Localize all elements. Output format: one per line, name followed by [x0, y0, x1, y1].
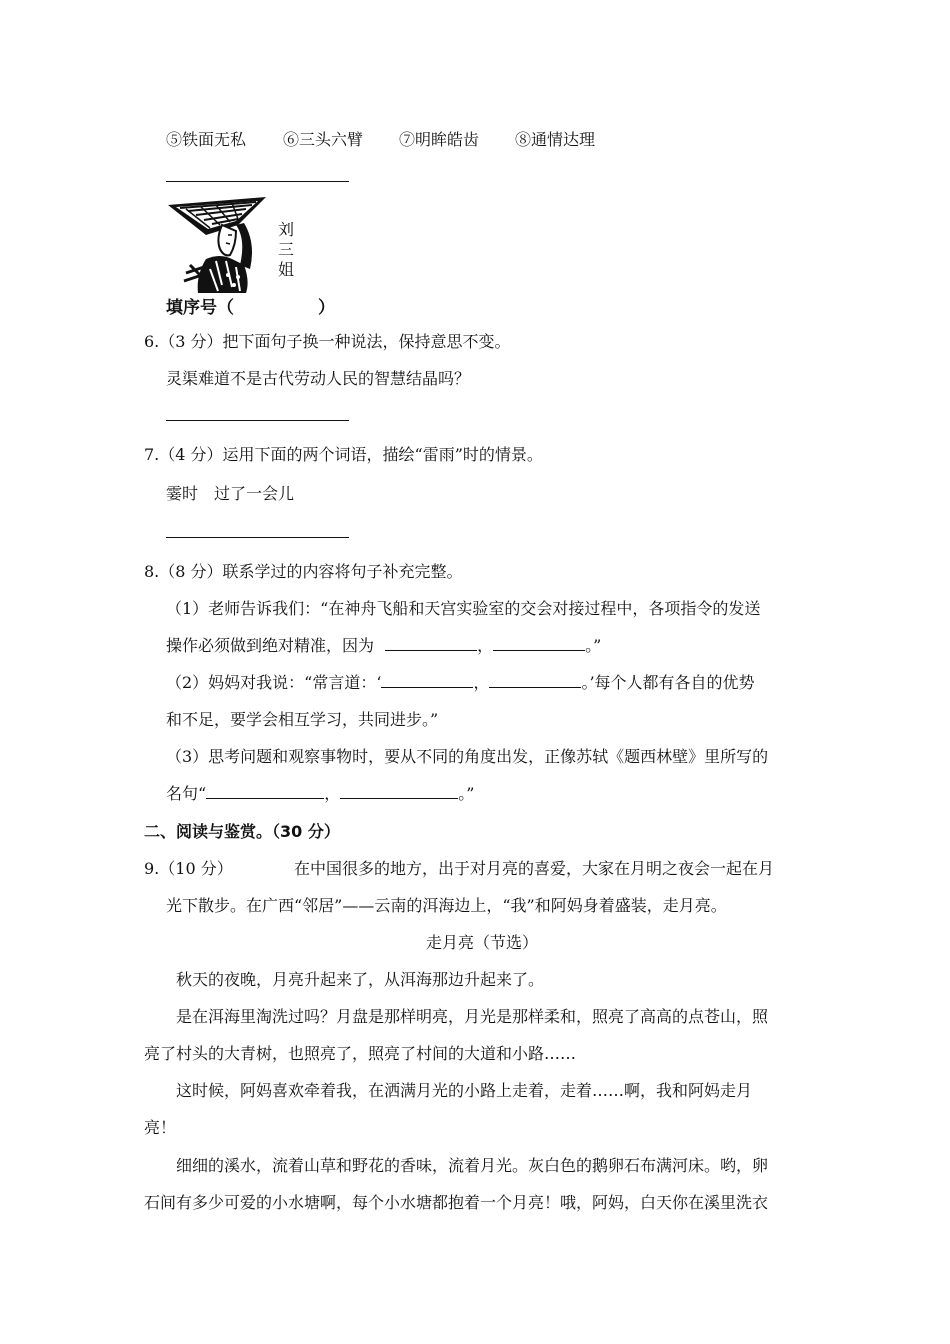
liu-sanjie-illustration — [166, 195, 276, 295]
passage-para4-line2: 石间有多少可爱的小水塘啊，每个小水塘都抱着一个月亮！哦，阿妈，白天你在溪里洗衣 — [144, 1193, 769, 1212]
passage-para4-line1: 细细的溪水，流着山草和野花的香味，流着月光。灰白色的鹅卵石布满河床。哟，卵 — [176, 1156, 769, 1175]
q8-part3-end: 。” — [458, 784, 475, 803]
q8-part2-blank-1[interactable] — [381, 673, 473, 688]
q8-part3-text: 名句“ — [166, 784, 207, 803]
q7-title: 7.（4 分）运用下面的两个词语，描绘“雷雨”时的情景。 — [144, 445, 543, 464]
q8-part3-blank-1[interactable] — [206, 784, 324, 799]
passage-para1: 秋天的夜晚，月亮升起来了，从洱海那边升起来了。 — [176, 970, 545, 989]
figure-fill-label: 填序号（ — [166, 298, 234, 318]
q8-part2-line1 — [166, 670, 755, 693]
q8-part1-end: 。” — [585, 636, 602, 655]
q8-part1-blank-2[interactable] — [493, 636, 585, 651]
q8-part3-blank-2[interactable] — [340, 784, 458, 799]
q6-answer-line[interactable] — [166, 420, 349, 421]
passage-title: 走月亮（节选） — [426, 933, 539, 952]
q9-intro-line2: 光下散步。在广西“邻居”——云南的洱海边上，“我”和阿妈身着盛装，走月亮。 — [166, 896, 727, 915]
q5-option-7: ⑦明眸皓齿 — [399, 130, 480, 149]
q8-part3-comma: ， — [324, 784, 341, 803]
passage-para3-line2: 亮！ — [144, 1118, 177, 1137]
q8-part3-line2 — [166, 781, 474, 804]
q8-part2-rest: 。’每个人都有各自的优势 — [581, 673, 755, 692]
figure-name-char-1: 刘 — [277, 220, 294, 239]
q8-title: 8.（8 分）联系学过的内容将句子补充完整。 — [144, 562, 463, 581]
q8-part2-text: （2）妈妈对我说：“常言道：‘ — [166, 673, 382, 692]
q8-part1-comma: ， — [477, 636, 494, 655]
q5-answer-line[interactable] — [166, 181, 349, 182]
q8-part1-text: 操作必须做到绝对精准，因为 — [166, 636, 375, 655]
q8-part2-line2: 和不足，要学会相互学习，共同进步。” — [166, 710, 439, 729]
q8-part1-blank-1[interactable] — [385, 636, 477, 651]
passage-para2-line1: 是在洱海里淘洗过吗？月盘是那样明亮，月光是那样柔和，照亮了高高的点苍山，照 — [176, 1007, 769, 1026]
q5-option-8: ⑧通情达理 — [515, 130, 596, 149]
passage-para2-line2: 亮了村头的大青树，也照亮了，照亮了村间的大道和小路…… — [144, 1044, 577, 1063]
figure-name-char-2: 三 — [277, 240, 294, 259]
q7-words: 霎时 过了一会儿 — [166, 484, 295, 503]
q6-title: 6.（3 分）把下面句子换一种说法，保持意思不变。 — [144, 332, 511, 351]
figure-name-char-3: 姐 — [277, 260, 294, 279]
q5-option-5: ⑤铁面无私 — [166, 130, 247, 149]
q8-part1-line2 — [166, 633, 601, 656]
figure-fill-close: ） — [318, 298, 335, 318]
q8-part1-line1: （1）老师告诉我们：“在神舟飞船和天宫实验室的交会对接过程中，各项指令的发送 — [166, 599, 761, 618]
passage-para3-line1: 这时候，阿妈喜欢牵着我，在洒满月光的小路上走着，走着……啊，我和阿妈走月 — [176, 1081, 753, 1100]
section2-heading: 二、阅读与鉴赏。（30 分） — [144, 822, 340, 841]
q9-label: 9.（10 分） — [144, 859, 233, 878]
q9-intro-line1: 在中国很多的地方，出于对月亮的喜爱，大家在月明之夜会一起在月 — [294, 859, 775, 878]
q7-answer-line[interactable] — [166, 537, 349, 538]
q5-option-6: ⑥三头六臂 — [283, 130, 364, 149]
q8-part2-blank-2[interactable] — [489, 673, 581, 688]
q8-part2-comma: ， — [473, 673, 490, 692]
q6-sentence: 灵渠难道不是古代劳动人民的智慧结晶吗？ — [166, 369, 471, 388]
q8-part3-line1: （3）思考问题和观察事物时，要从不同的角度出发，正像苏轼《题西林壁》里所写的 — [166, 747, 769, 766]
